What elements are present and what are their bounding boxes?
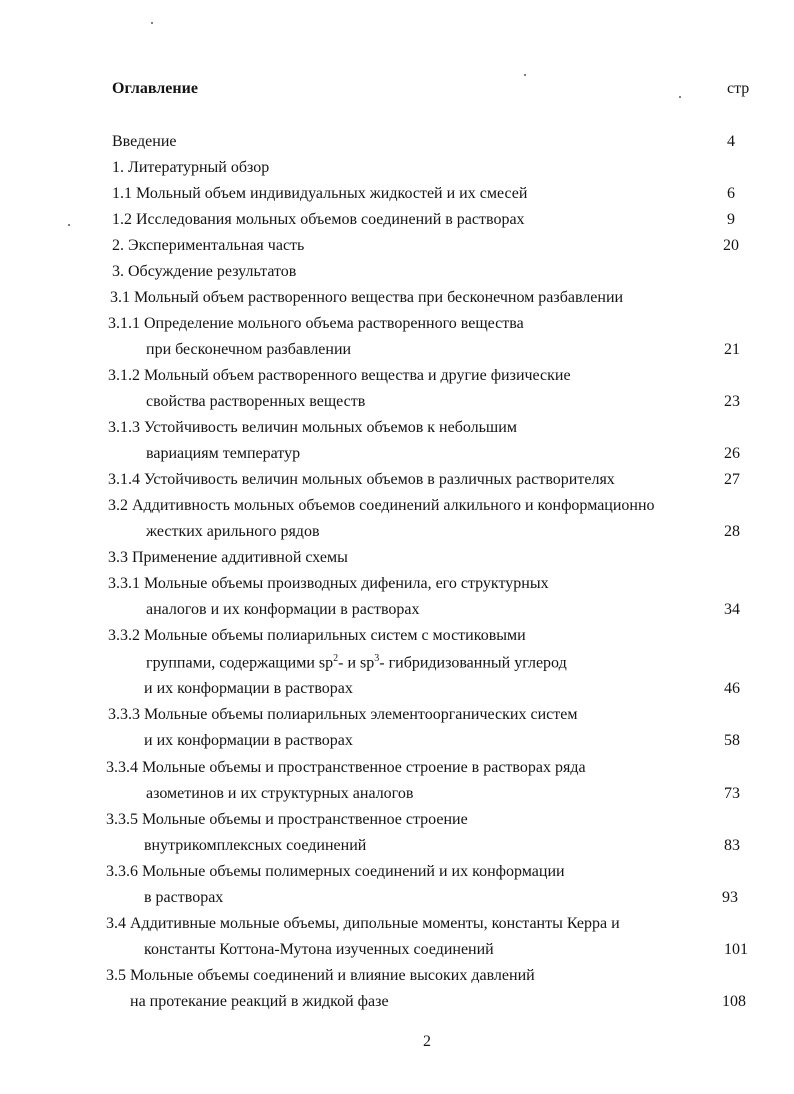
toc-entry-page: 23 xyxy=(724,393,740,410)
toc-entry-page: 73 xyxy=(724,785,740,802)
scan-speck xyxy=(679,96,681,98)
toc-entry-page: 46 xyxy=(724,680,740,697)
toc-entry-page: 6 xyxy=(727,185,735,202)
toc-entry-text: 3.3.1 Мольные объемы производных дифенила, его структурных xyxy=(108,575,549,592)
toc-entry-text: 3.3.6 Мольные объемы полимерных соединений и их конформации xyxy=(106,863,565,880)
toc-entry-text: аналогов и их конформации в растворах xyxy=(146,601,420,618)
toc-entry-text: при бесконечном разбавлении xyxy=(146,341,352,358)
toc-entry-text: 3. Обсуждение результатов xyxy=(112,263,297,280)
toc-entry-text-part: - и sp xyxy=(338,654,375,672)
toc-entry-text: Введение xyxy=(112,133,177,150)
toc-entry-page: 93 xyxy=(722,889,738,906)
toc-entry-text-part: - гибридизованный углерод xyxy=(379,654,567,672)
page-number: 2 xyxy=(423,1033,431,1050)
toc-entry-text: константы Коттона-Мутона изученных соединений xyxy=(144,941,494,958)
toc-entry-page: 28 xyxy=(724,523,740,540)
toc-entry-text: 3.5 Мольные объемы соединений и влияние высоких давлений xyxy=(106,967,535,984)
toc-entry-text: 3.3.3 Мольные объемы полиарильных элементоорганических систем xyxy=(108,706,578,723)
toc-entry-page: 9 xyxy=(727,211,735,228)
toc-entry-page: 4 xyxy=(727,133,735,150)
toc-entry-text: 3.3.4 Мольные объемы и пространственное строение в растворах ряда xyxy=(106,759,586,776)
toc-entry-text: 3.1.2 Мольный объем растворенного вещества и другие физические xyxy=(108,367,571,384)
scan-speck xyxy=(151,22,153,24)
toc-entry-text: 3.1.1 Определение мольного объема растворенного вещества xyxy=(108,315,524,332)
toc-entry-text: 3.1 Мольный объем растворенного вещества при бесконечном разбавлении xyxy=(110,289,624,306)
toc-entry-page: 58 xyxy=(724,732,740,749)
toc-entry-page: 101 xyxy=(724,941,748,958)
toc-entry-text: и их конформации в растворах xyxy=(144,680,353,697)
scan-speck xyxy=(524,74,526,76)
toc-entry-page: 27 xyxy=(724,471,740,488)
toc-entry-text: на протекание реакций в жидкой фазе xyxy=(130,993,389,1010)
toc-entry-text: 3.1.3 Устойчивость величин мольных объемов к небольшим xyxy=(108,419,517,436)
toc-entry-text: вариациям температур xyxy=(146,445,301,462)
toc-entry-text: 1. Литературный обзор xyxy=(112,159,270,176)
toc-entry-text: в растворах xyxy=(144,889,224,906)
toc-entry-page: 20 xyxy=(723,237,739,254)
toc-entry-text: 1.2 Исследования мольных объемов соединений в растворах xyxy=(112,211,525,228)
page-column-header: стр xyxy=(727,80,750,97)
toc-entry-text: 1.1 Мольный объем индивидуальных жидкостей и их смесей xyxy=(112,185,528,202)
toc-entry-text: 2. Экспериментальная часть xyxy=(112,237,305,254)
toc-entry-text: жестких арильного рядов xyxy=(146,523,320,540)
toc-entry-text xyxy=(146,653,567,672)
toc-entry-page: 34 xyxy=(724,601,740,618)
toc-entry-text: внутрикомплексных соединений xyxy=(144,837,367,854)
superscript: 3 xyxy=(374,653,380,664)
toc-entry-page: 21 xyxy=(724,341,740,358)
toc-entry-text: 3.2 Аддитивность мольных объемов соединений алкильного и конформационно xyxy=(108,497,655,514)
toc-entry-page: 26 xyxy=(724,445,740,462)
toc-entry-page: 108 xyxy=(722,993,746,1010)
toc-entry-text: 3.3 Применение аддитивной схемы xyxy=(108,549,348,566)
toc-entry-page: 83 xyxy=(724,837,740,854)
toc-entry-text: и их конформации в растворах xyxy=(144,732,353,749)
toc-entry-text: 3.1.4 Устойчивость величин мольных объемов в различных растворителях xyxy=(108,471,615,488)
toc-entry-text: 3.4 Аддитивные мольные объемы, дипольные моменты, константы Керра и xyxy=(106,915,620,932)
toc-entry-text: 3.3.2 Мольные объемы полиарильных систем с мостиковыми xyxy=(108,627,526,644)
scan-speck xyxy=(68,224,70,226)
toc-entry-text: свойства растворенных веществ xyxy=(146,393,366,410)
toc-entry-text: азометинов и их структурных аналогов xyxy=(146,785,414,802)
toc-entry-text: 3.3.5 Мольные объемы и пространственное строение xyxy=(106,811,468,828)
superscript: 2 xyxy=(333,653,339,664)
toc-title: Оглавление xyxy=(112,80,198,97)
toc-entry-text-part: группами, содержащими sp xyxy=(146,654,334,672)
